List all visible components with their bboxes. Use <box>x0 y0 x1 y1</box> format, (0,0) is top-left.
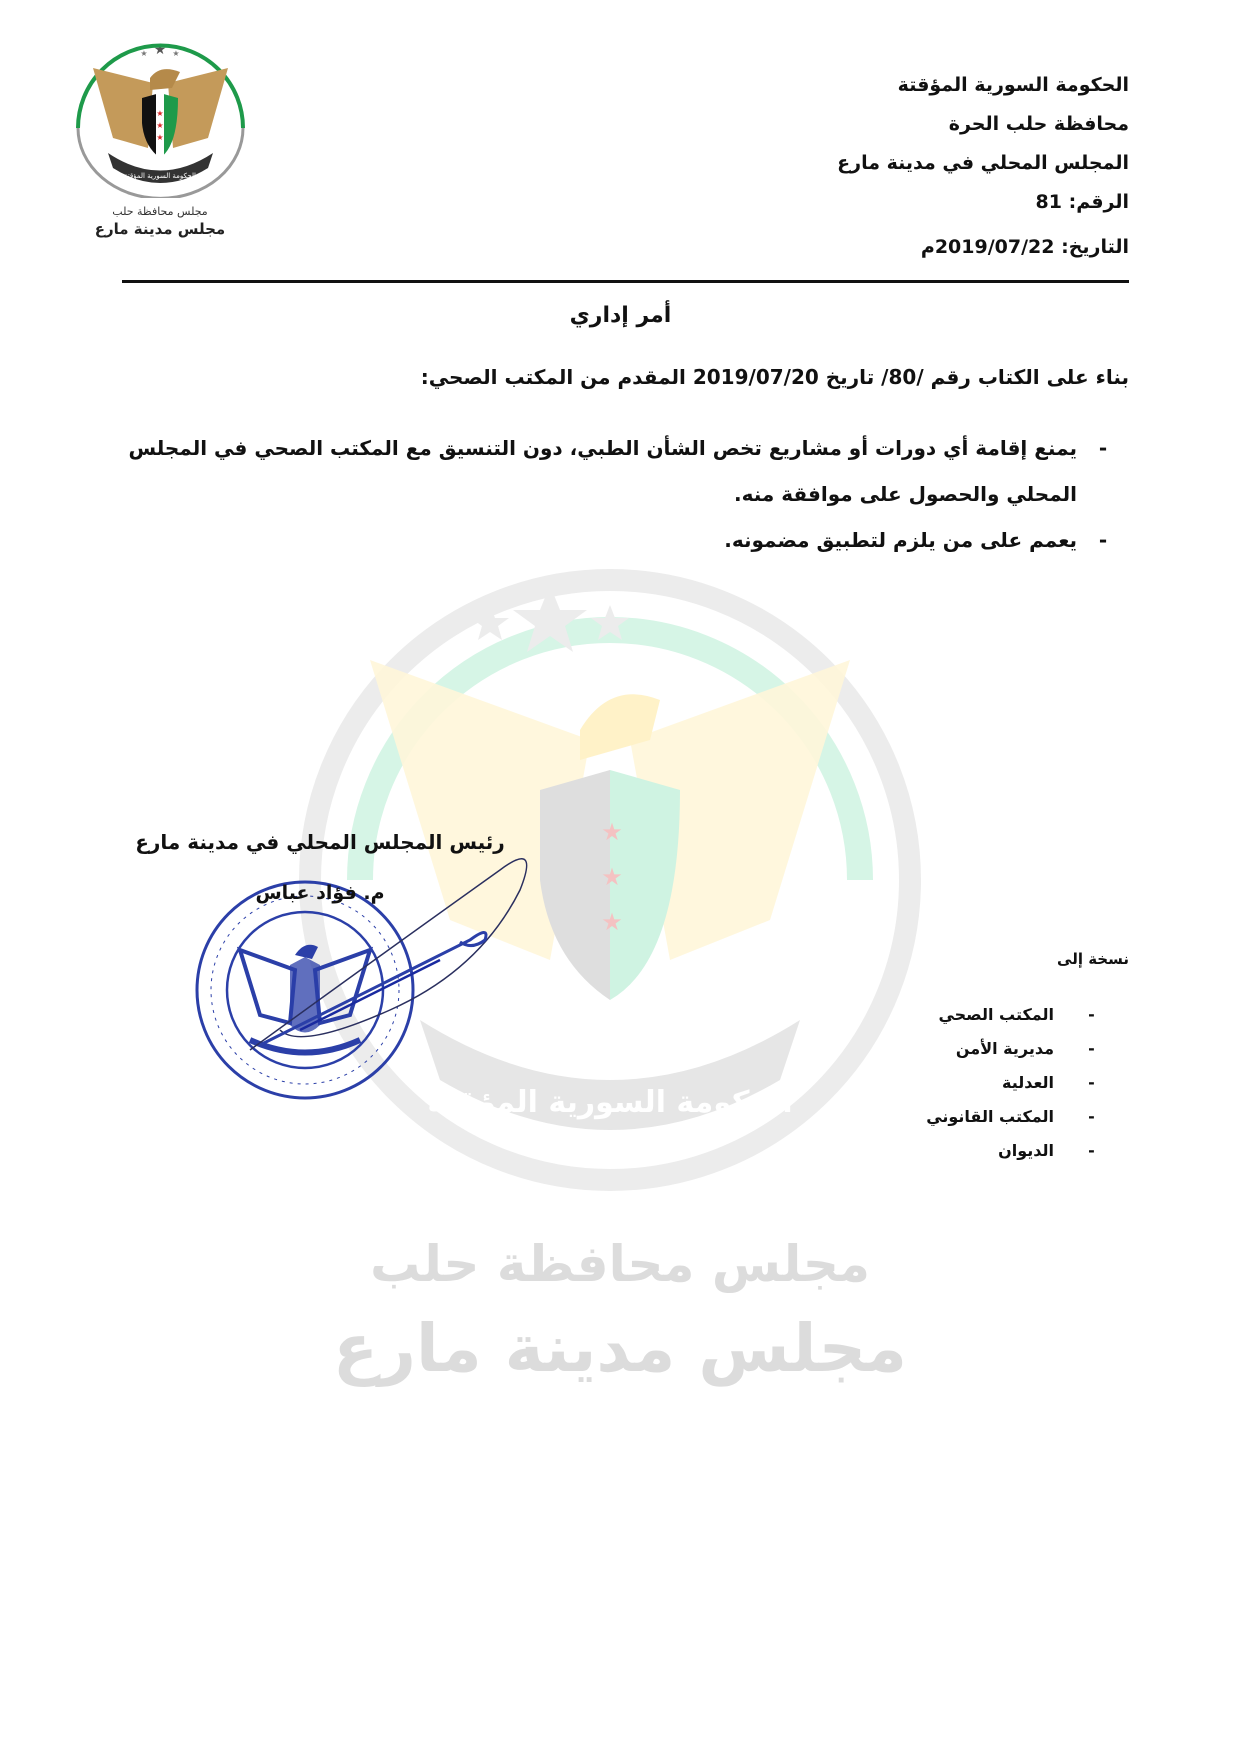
clause-item <box>119 425 1129 517</box>
header-divider <box>122 280 1129 283</box>
document-date <box>837 228 1129 267</box>
copy-to-recipient: المكتب القانوني <box>926 1107 1054 1126</box>
svg-text:★: ★ <box>156 133 164 142</box>
svg-text:★: ★ <box>140 49 148 58</box>
eagle-emblem-icon <box>68 38 253 198</box>
svg-text:★: ★ <box>601 818 623 846</box>
copy-to-item <box>926 1134 1129 1168</box>
bullet-dash: - <box>1088 1107 1095 1126</box>
clause-text: يمنع إقامة أي دورات أو مشاريع تخص الشأن الطبي، دون التنسيق مع المكتب الصحي في المجلس المحلي والحصول على موافقة منه. <box>128 436 1077 506</box>
bullet-dash: - <box>1098 436 1108 460</box>
copy-to-item <box>926 1032 1129 1066</box>
copy-to-heading: نسخة إلى <box>1057 950 1129 968</box>
copy-to-list <box>926 950 1129 1168</box>
bullet-dash: - <box>1088 1141 1095 1160</box>
handwritten-signature-icon <box>240 830 540 1070</box>
copy-to-item <box>926 998 1129 1032</box>
bullet-dash: - <box>1088 1073 1095 1092</box>
copy-to-recipient: المكتب الصحي <box>938 1005 1054 1024</box>
watermark-banner-text: الحكومة السورية المؤقتة <box>427 1085 793 1120</box>
watermark-text-council: مجلس مدينة مارع <box>332 1310 908 1387</box>
copy-to-item <box>926 1066 1129 1100</box>
copy-to-recipient: مديرية الأمن <box>955 1039 1054 1058</box>
document-date-label: التاريخ: <box>1061 236 1129 258</box>
bullet-dash: - <box>1088 1005 1095 1024</box>
signatory-name: م. فؤاد عباس <box>255 882 385 904</box>
logo-caption-council: مجلس مدينة مارع <box>94 220 226 238</box>
svg-text:★: ★ <box>601 863 623 891</box>
svg-text:★: ★ <box>601 908 623 936</box>
svg-text:★: ★ <box>156 121 164 130</box>
reference-number <box>837 183 1129 222</box>
document-date-value: 2019/07/22م <box>920 236 1055 258</box>
clause-list <box>119 425 1129 563</box>
document-title: أمر إداري <box>569 303 672 328</box>
header-council: المجلس المحلي في مدينة مارع <box>837 152 1129 174</box>
letterhead <box>837 66 1129 267</box>
svg-text:★: ★ <box>156 109 164 118</box>
signatory-title: رئيس المجلس المحلي في مدينة مارع <box>135 830 505 854</box>
header-government: الحكومة السورية المؤقتة <box>897 74 1129 96</box>
clause-item <box>119 517 1129 563</box>
copy-to-item <box>926 1100 1129 1134</box>
svg-text:★: ★ <box>172 49 180 58</box>
bullet-dash: - <box>1098 528 1108 552</box>
bullet-dash: - <box>1088 1039 1095 1058</box>
svg-text:★: ★ <box>153 42 167 58</box>
watermark-text-governorate: مجلس محافظة حلب <box>370 1235 870 1293</box>
copy-to-recipient: الديوان <box>998 1141 1054 1160</box>
logo-caption-governorate: مجلس محافظة حلب <box>112 205 208 218</box>
reference-number-value: 81 <box>1035 191 1062 213</box>
header-governorate: محافظة حلب الحرة <box>948 113 1129 135</box>
clause-text: يعمم على من يلزم لتطبيق مضمونه. <box>724 528 1077 552</box>
document-intro: بناء على الكتاب رقم /80/ تاريخ 2019/07/20 المقدم من المكتب الصحي: <box>420 365 1129 389</box>
copy-to-recipient: العدلية <box>1001 1073 1054 1092</box>
logo-banner-text: الحكومة السورية المؤقتة <box>123 172 197 180</box>
reference-number-label: الرقم: <box>1068 191 1129 213</box>
